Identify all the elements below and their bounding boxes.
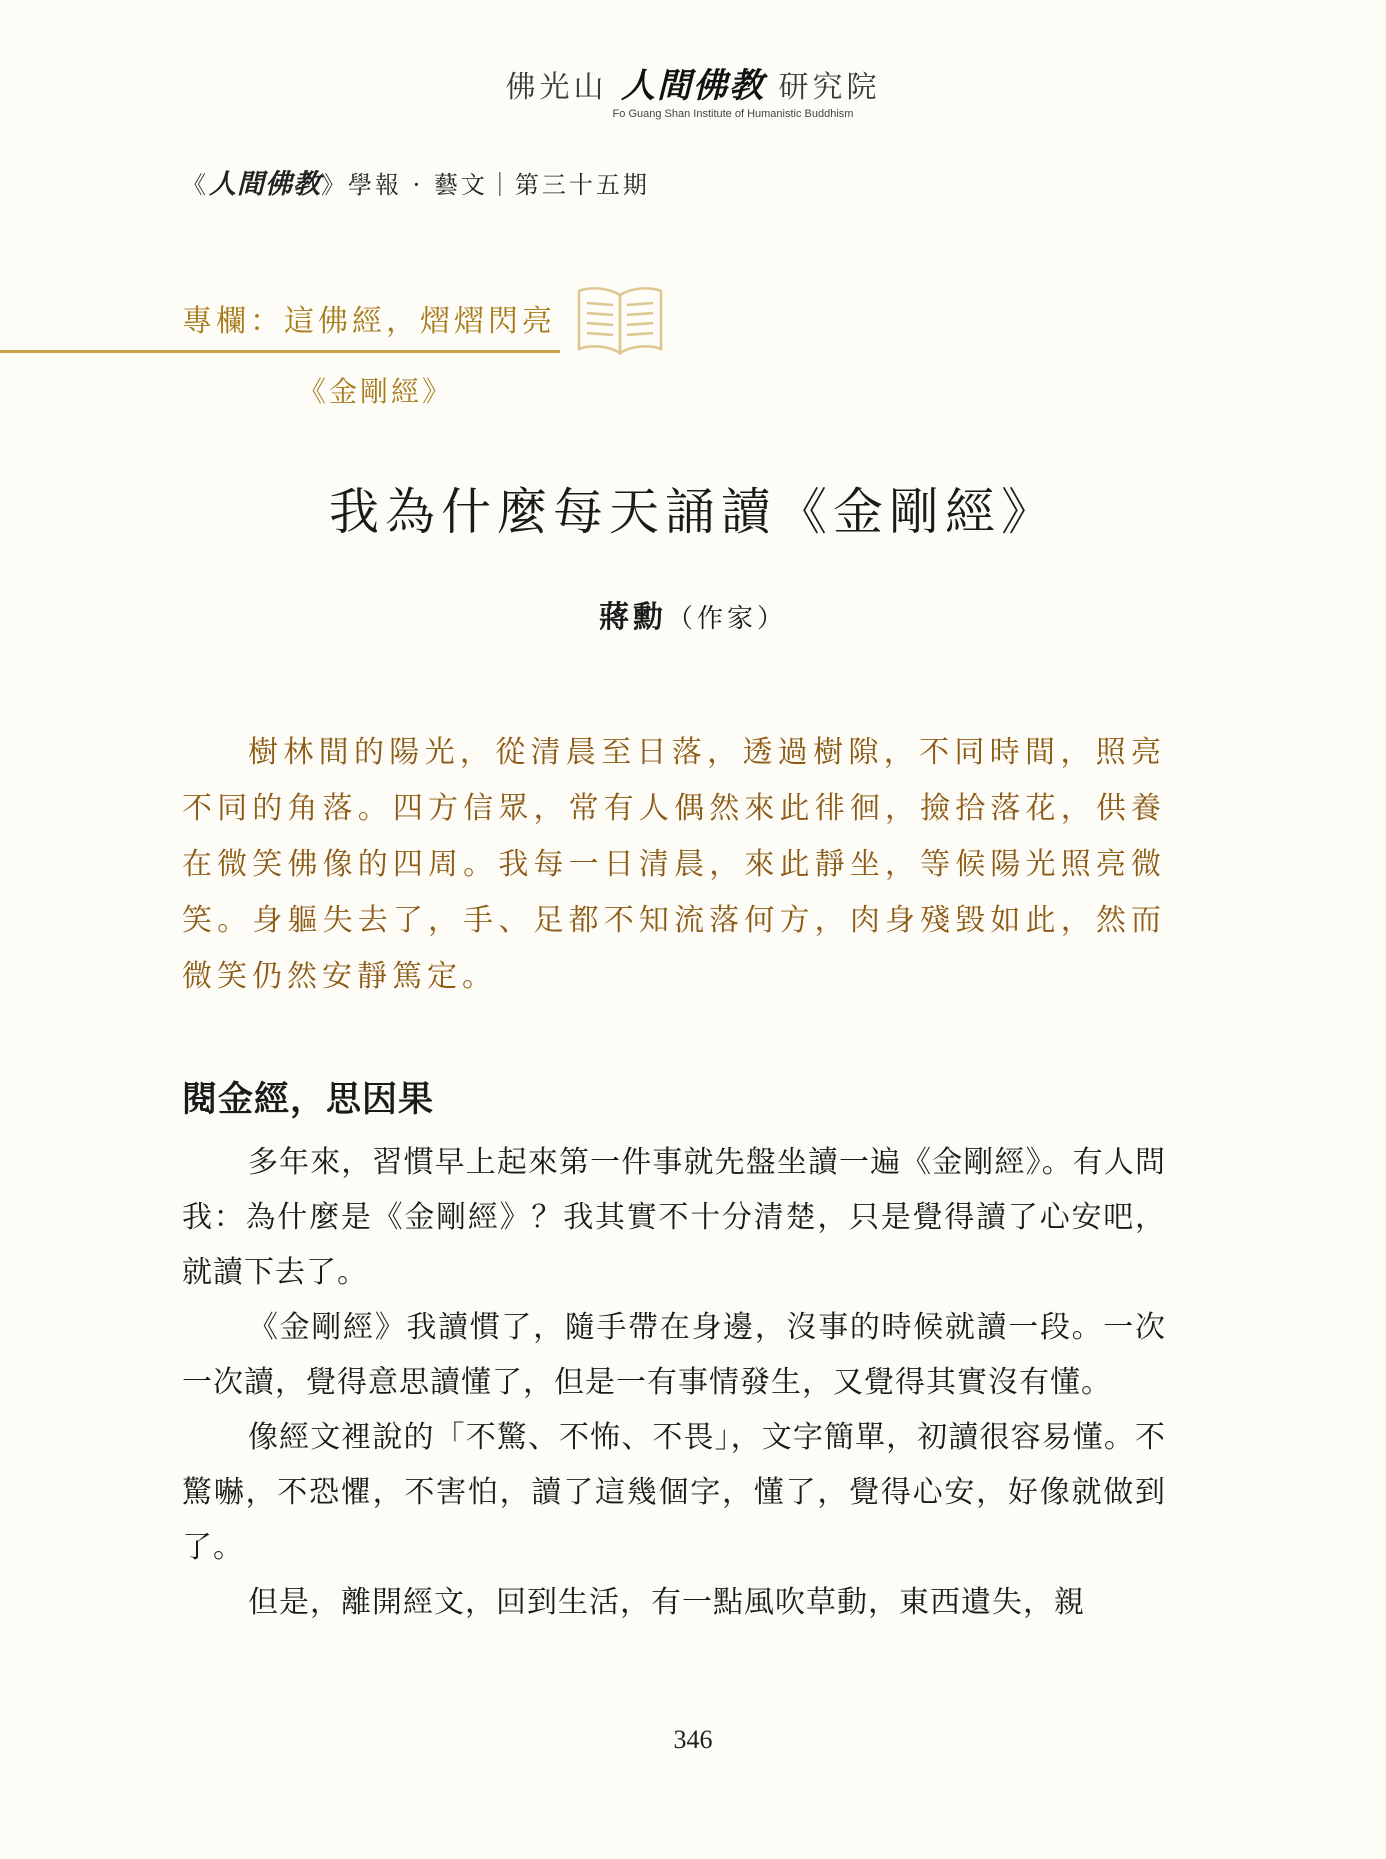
body-paragraph: 多年來，習慣早上起來第一件事就先盤坐讀一遍《金剛經》。有人問我：為什麼是《金剛經》？我其實不十分清楚，只是覺得讀了心安吧，就讀下去了。 [182,1145,1166,1290]
intro-paragraph: 樹林間的陽光，從清晨至日落，透過樹隙，不同時間，照亮不同的角落。四方信眾，常有人偶然來此徘徊，撿拾落花，供養在微笑佛像的四周。我每一日清晨，來此靜坐，等候陽光照亮微笑。身軀失去了，手、足都不知流落何方，肉身殘毀如此，然而微笑仍然安靜篤定。 [182,735,1166,994]
institute-brand-logo: 人間佛教 [621,66,765,106]
institute-name-left: 佛光山 [505,70,608,105]
journal-running-header: 《人間佛教》學報 · 藝文｜第三十五期 [182,169,650,200]
section-heading: 閱金經，思因果 [182,1080,435,1120]
author-role: （作家） [666,604,787,634]
article-body [182,1135,1166,1630]
body-paragraph: 《金剛經》我讀慣了，隨手帶在身邊，沒事的時候就讀一段。一次一次讀，覺得意思讀懂了，但是一有事情發生，又覺得其實沒有懂。 [182,1310,1166,1400]
institute-english-name: Fo Guang Shan Institute of Humanistic Buddhism [612,108,854,120]
author-name: 蔣勳 [598,600,667,635]
author-line [0,592,1386,636]
column-title: 專欄：這佛經，熠熠閃亮 [182,304,556,339]
sutra-label: 《金剛經》 [298,375,454,408]
article-title: 我為什麼每天誦讀《金剛經》 [329,483,1057,541]
body-paragraph: 但是，離開經文，回到生活，有一點風吹草動，東西遺失，親 [248,1585,1085,1620]
body-paragraph: 像經文裡說的「不驚、不怖、不畏」，文字簡單，初讀很容易懂。不驚嚇，不恐懼，不害怕，讀了這幾個字，懂了，覺得心安，好像就做到了。 [182,1420,1166,1565]
open-book-icon [575,283,665,355]
page-number: 346 [673,1725,713,1754]
institute-name-right: 研究院 [778,70,881,105]
journal-brand-logo: 人間佛教 [209,169,321,200]
column-divider [0,350,560,353]
institute-header [0,58,1386,107]
